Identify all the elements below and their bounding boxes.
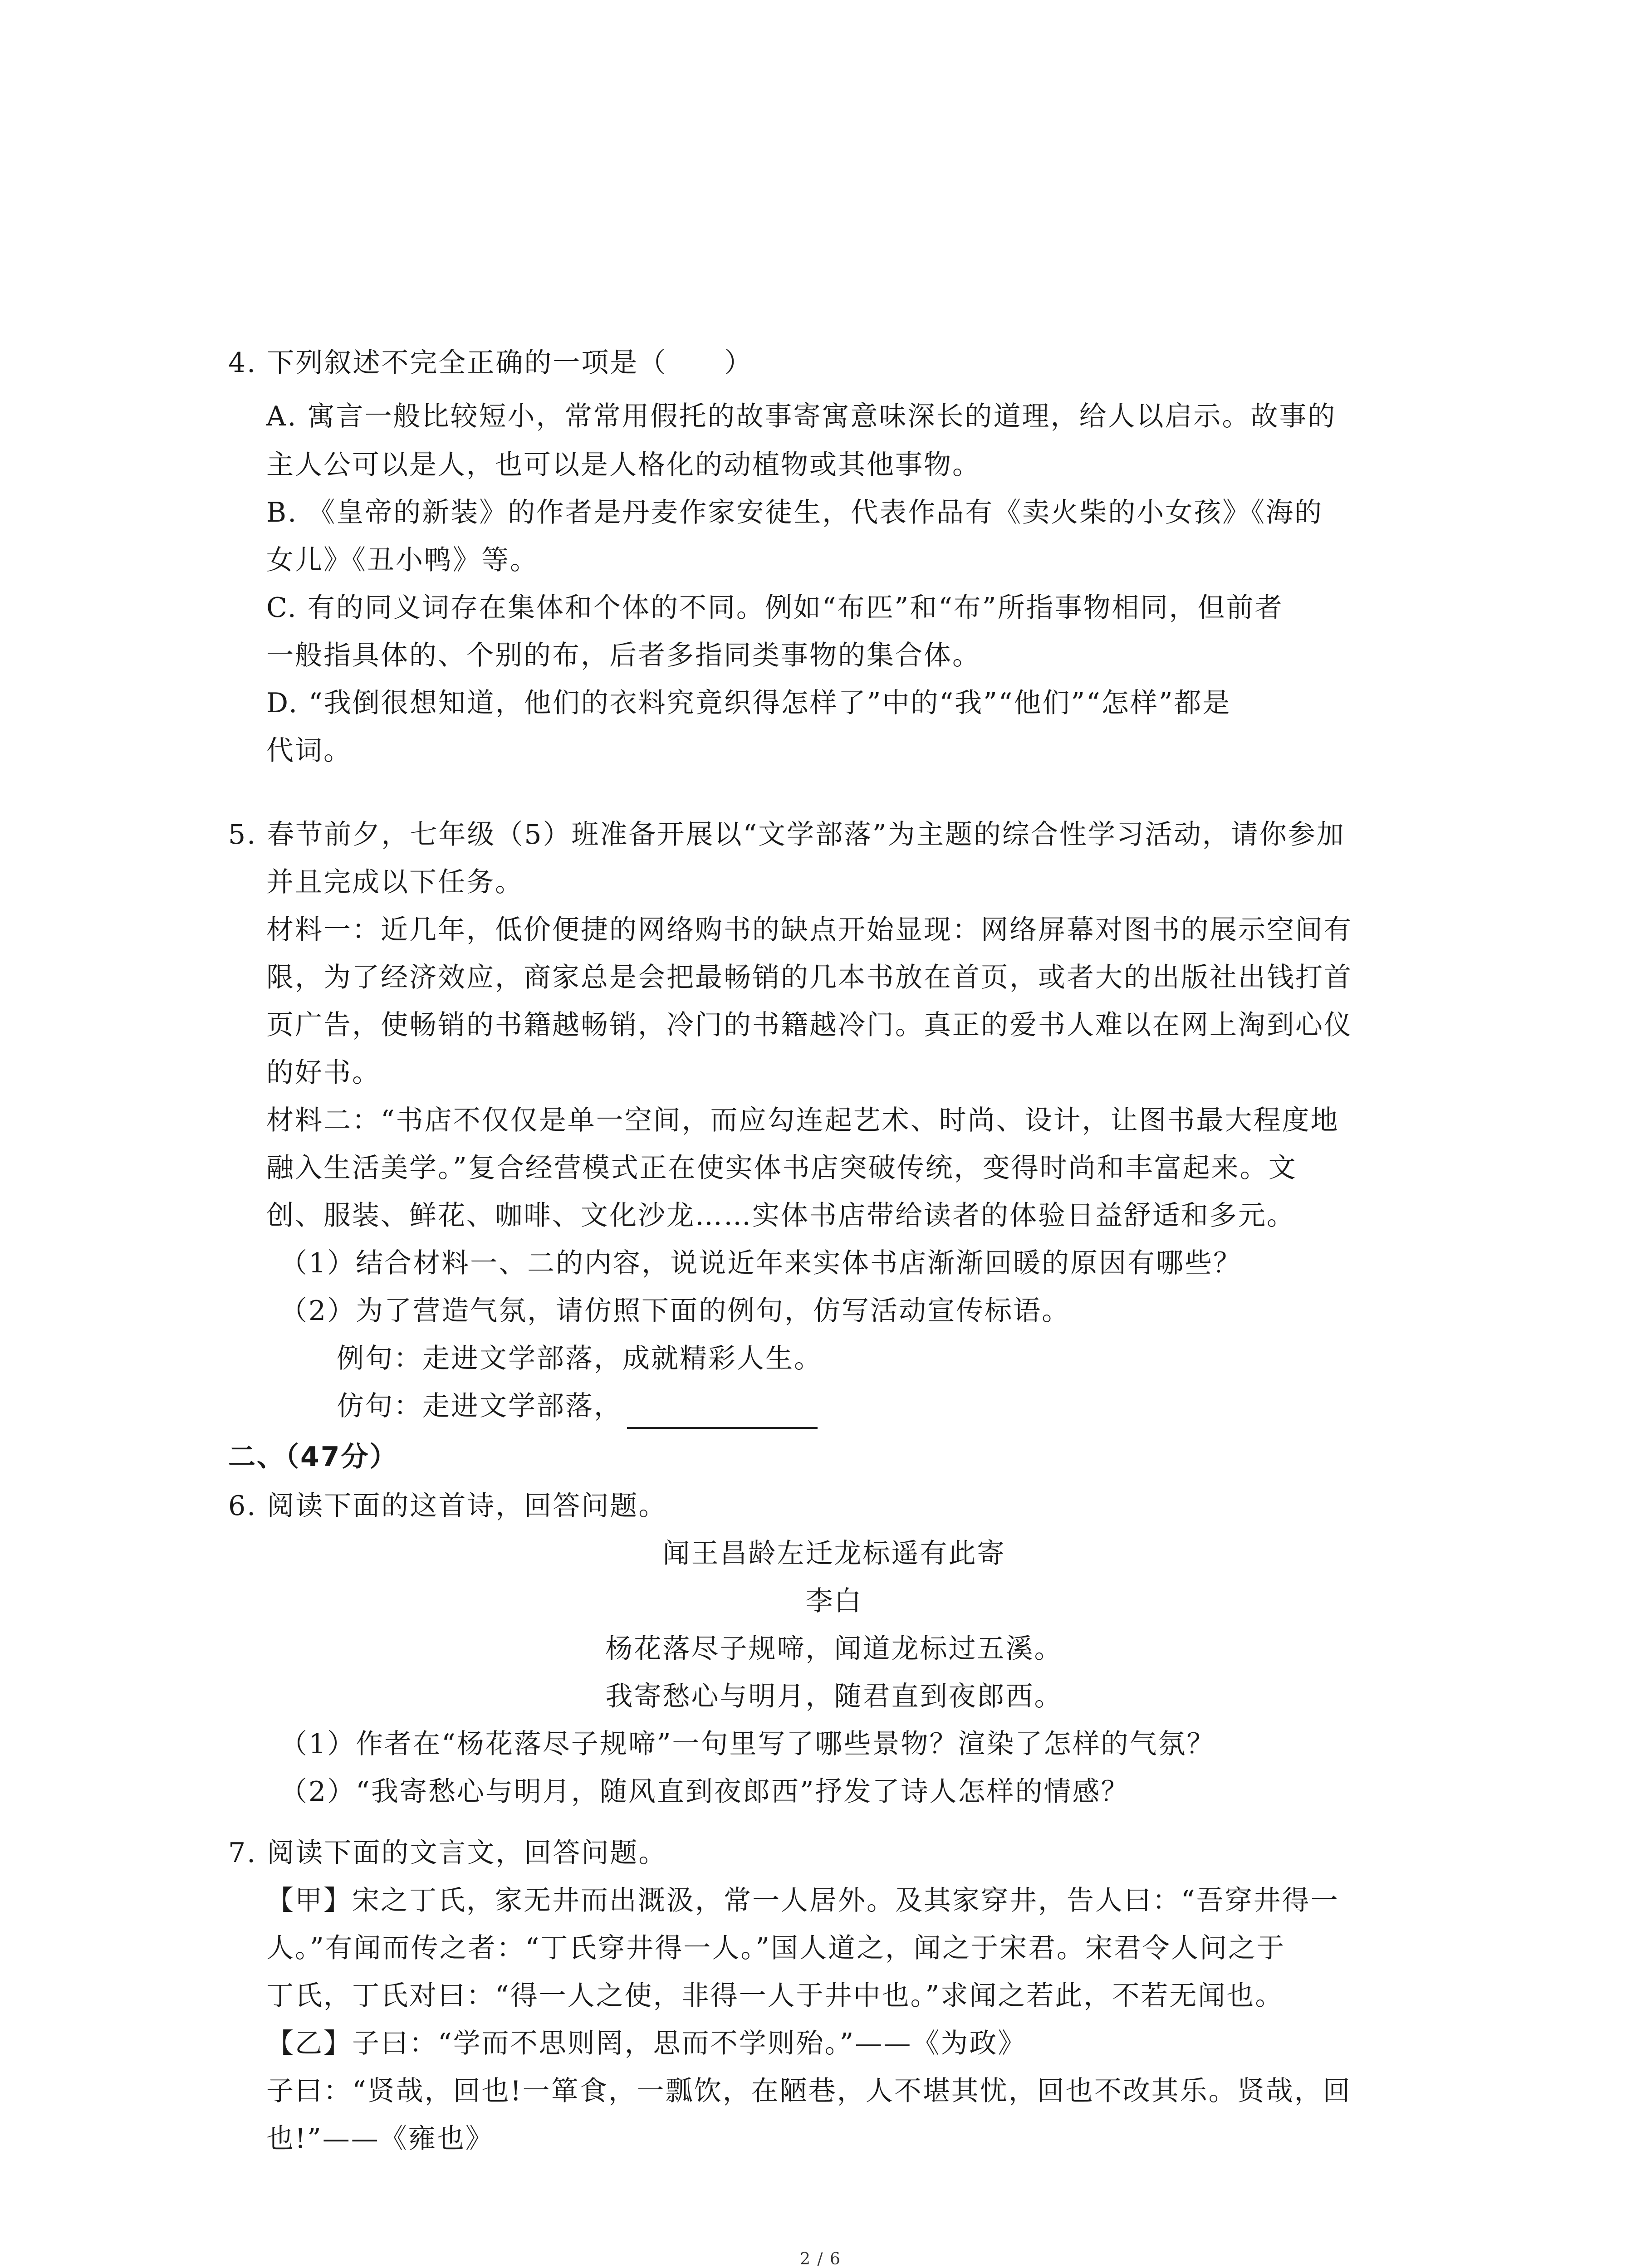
q4-option-b-line1: B. 《皇帝的新装》的作者是丹麦作家安徒生，代表作品有《卖火柴的小女孩》《海的 [266, 497, 1323, 528]
q7-passage-yi-line3: 也!”——《雍也》 [266, 2123, 494, 2155]
poem-title: 闻王昌龄左迁龙标遥有此寄 [662, 1538, 1006, 1569]
q5-material1-line2: 限，为了经济效应，商家总是会把最畅销的几本书放在首页，或者大的出版社出钱打首 [266, 962, 1352, 993]
q7-passage-yi-line2: 子曰：“贤哉，回也!一箪食，一瓢饮，在陋巷，人不堪其忧，回也不改其乐。贤哉，回 [266, 2075, 1352, 2107]
q4-option-b-line2: 女儿》《丑小鸭》等。 [266, 544, 539, 576]
q7-passage-jia-line1: 【甲】宋之丁氏，家无井而出溉汲，常一人居外。及其家穿井，告人曰：“吾穿井得一 [266, 1885, 1339, 1916]
answer-blank [627, 1400, 818, 1429]
q5-stem-line2: 并且完成以下任务。 [266, 866, 524, 898]
q5-material1-line3: 页广告，使畅销的书籍越畅销，冷门的书籍越冷门。真正的爱书人难以在网上淘到心仪 [266, 1009, 1352, 1041]
q5-example-sentence: 例句：走进文学部落，成就精彩人生。 [337, 1343, 823, 1374]
q7-stem: 7. 阅读下面的文言文，回答问题。 [228, 1837, 667, 1869]
q5-material2-line1: 材料二：“书店不仅仅是单一空间，而应勾连起艺术、时尚、设计，让图书最大程度地 [266, 1105, 1339, 1136]
poem-author: 李白 [805, 1585, 863, 1617]
q7-passage-jia-line3: 丁氏，丁氏对曰：“得一人之使，非得一人于井中也。”求闻之若此，不若无闻也。 [266, 1980, 1284, 2012]
q5-material2-line2: 融入生活美学。”复合经营模式正在使实体书店突破传统，变得时尚和丰富起来。文 [266, 1152, 1297, 1184]
q5-stem-line1: 5. 春节前夕，七年级（5）班准备开展以“文学部落”为主题的综合性学习活动，请你参加 [228, 819, 1345, 850]
q5-subquestion-2: （2）为了营造气氛，请仿照下面的例句，仿写活动宣传标语。 [280, 1295, 1071, 1327]
q5-subquestion-1: （1）结合材料一、二的内容，说说近年来实体书店渐渐回暖的原因有哪些？ [280, 1247, 1242, 1279]
section-2-heading: 二、（47分） [228, 1441, 398, 1473]
q4-option-c-line1: C. 有的同义词存在集体和个体的不同。例如“布匹”和“布”所指事物相同，但前者 [266, 592, 1283, 624]
q6-subquestion-1: （1）作者在“杨花落尽子规啼”一句里写了哪些景物？渲染了怎样的气氛？ [280, 1728, 1215, 1760]
q4-option-a-line2: 主人公可以是人，也可以是人格化的动植物或其他事物。 [266, 449, 981, 481]
q7-passage-jia-line2: 人。”有闻而传之者：“丁氏穿井得一人。”国人道之，闻之于宋君。宋君令人问之于 [266, 1932, 1286, 1964]
poem-line-1: 杨花落尽子规啼，闻道龙标过五溪。 [605, 1633, 1063, 1665]
q5-material2-line3: 创、服装、鲜花、咖啡、文化沙龙……实体书店带给读者的体验日益舒适和多元。 [266, 1200, 1295, 1232]
poem-line-2: 我寄愁心与明月，随君直到夜郎西。 [605, 1681, 1063, 1712]
q5-material1-line1: 材料一：近几年，低价便捷的网络购书的缺点开始显现：网络屏幕对图书的展示空间有 [266, 914, 1352, 946]
q4-option-d-line2: 代词。 [266, 735, 352, 767]
q4-stem: 4. 下列叙述不完全正确的一项是（ ） [228, 347, 753, 379]
q4-option-c-line2: 一般指具体的、个别的布，后者多指同类事物的集合体。 [266, 640, 981, 671]
q5-imitation-prompt: 仿句：走进文学部落， [337, 1390, 622, 1422]
q4-option-d-line1: D. “我倒很想知道，他们的衣料究竟织得怎样了”中的“我”“他们”“怎样”都是 [266, 687, 1231, 719]
q5-material1-line4: 的好书。 [266, 1057, 381, 1089]
q6-subquestion-2: （2）“我寄愁心与明月，随风直到夜郎西”抒发了诗人怎样的情感？ [280, 1776, 1130, 1808]
q6-stem: 6. 阅读下面的这首诗，回答问题。 [228, 1490, 667, 1522]
q4-option-a-line1: A. 寓言一般比较短小，常常用假托的故事寄寓意味深长的道理，给人以启示。故事的 [266, 401, 1337, 432]
q7-passage-yi-line1: 【乙】子曰：“学而不思则罔，思而不学则殆。”——《为政》 [266, 2028, 1027, 2059]
page-number: 2 / 6 [800, 2250, 841, 2268]
q5-imitation-line [337, 1383, 818, 1429]
